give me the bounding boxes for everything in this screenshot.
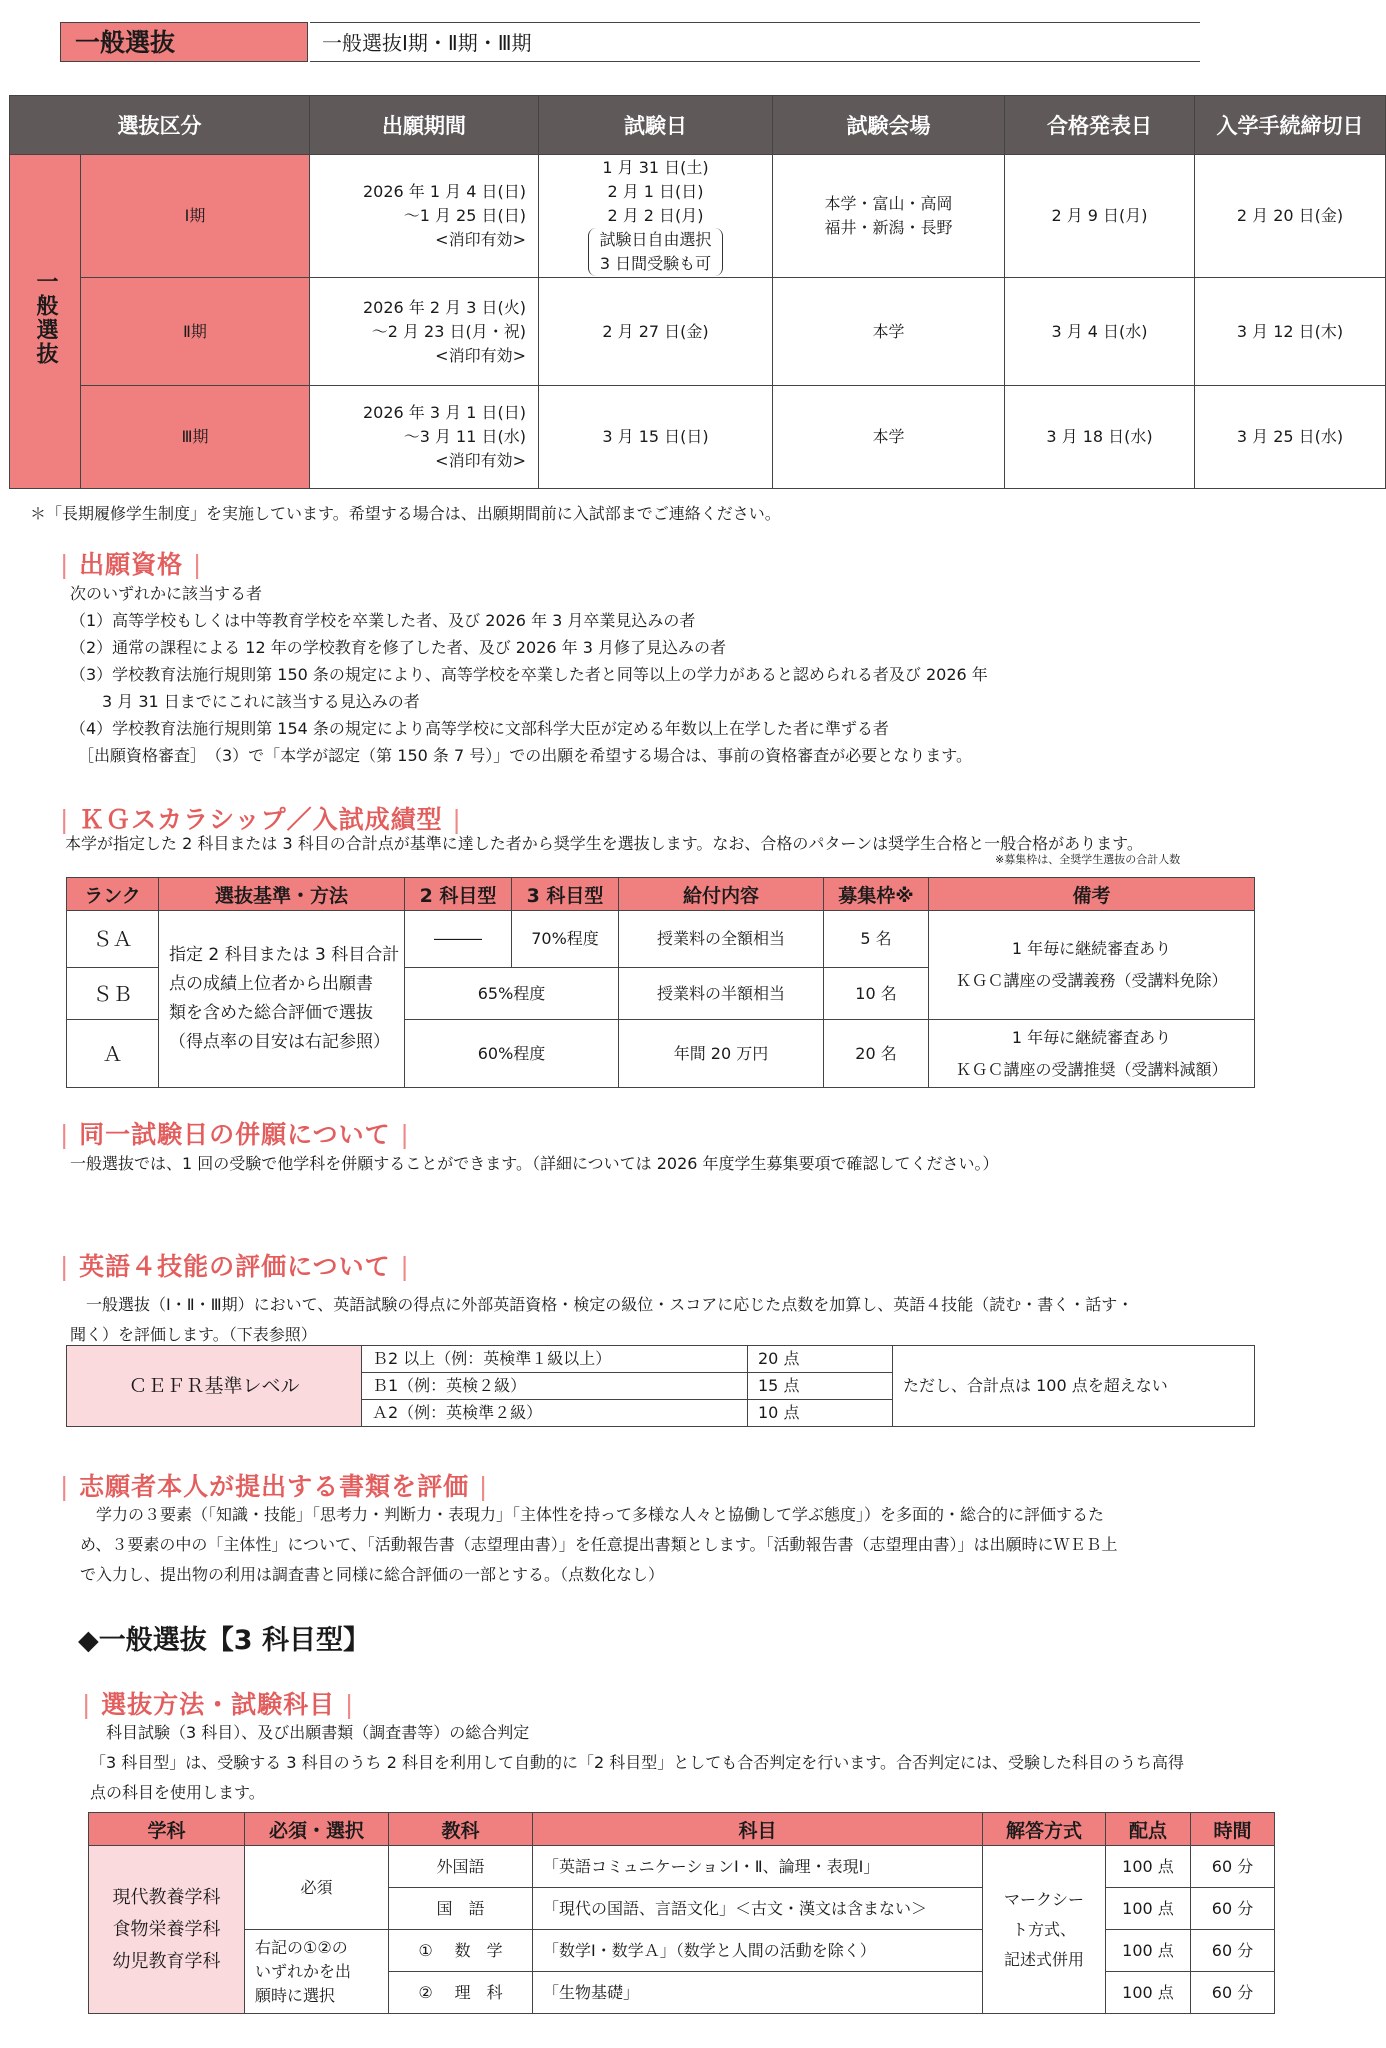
- quota-cell: 10 名: [824, 968, 929, 1020]
- header-cell: 給付内容: [619, 878, 824, 911]
- english-text: 一般選抜（Ⅰ・Ⅱ・Ⅲ期）において、英語試験の得点に外部英語資格・検定の級位・スコアに応じた点数を加算し、英語４技能（読む・書く・話す・ 聞く）を評価します。（下表参照）: [70, 1295, 1134, 1344]
- header-cell: 試験会場: [773, 96, 1005, 155]
- time-cell: 60 分: [1191, 1930, 1275, 1972]
- deadline-cell: 2 月 20 日(金): [1195, 155, 1386, 278]
- schedule-row: [10, 155, 1386, 278]
- scholarship-title: | ＫＧスカラシップ／入試成績型 |: [60, 805, 462, 834]
- apply-period-cell: 2026 年 2 月 3 日(火) ～2 月 23 日(月・祝) <消印有効>: [310, 278, 539, 386]
- subject-cell: 「生物基礎」: [533, 1972, 983, 2014]
- subject-cell: 「現代の国語、言語文化」＜古文・漢文は含まない＞: [533, 1888, 983, 1930]
- three-subject-text: 科目試験（3 科目）、及び出願書類（調査書等）の総合判定 「3 科目型」は、受験する 3 科目のうち 2 科目を利用して自動的に「2 科目型」としても合否判定を行います。合否判定には、受験した科目のうち高得 点の科目を使用します。: [90, 1723, 1184, 1802]
- venue-cell: 本学: [773, 278, 1005, 386]
- venue-cell: 本学: [773, 386, 1005, 489]
- apply-end: ～1 月 25 日(日): [403, 206, 526, 225]
- apply-period-cell: [310, 155, 539, 278]
- points-cell: 100 点: [1106, 1888, 1191, 1930]
- header-cell: 3 科目型: [512, 878, 619, 911]
- header-cell: 解答方式: [983, 1813, 1106, 1846]
- remark-cell: 1 年毎に継続審査あり ＫＧＣ講座の受講推奨（受講料減額）: [929, 1020, 1255, 1088]
- quota-cell: 5 名: [824, 911, 929, 968]
- header-cell: 合格発表日: [1005, 96, 1195, 155]
- section-badge: 一般選抜: [60, 22, 308, 62]
- exam-date: 2 月 2 日(月): [607, 206, 704, 225]
- schedule-row: [10, 278, 1386, 386]
- points-cell: 100 点: [1106, 1846, 1191, 1888]
- result-cell: 3 月 18 日(水): [1005, 386, 1195, 489]
- method-cell: 指定 2 科目または 3 科目合計 点の成績上位者から出願書 類を含めた総合評価で選抜 （得点率の目安は右記参照）: [159, 911, 405, 1088]
- header-cell: 2 科目型: [405, 878, 512, 911]
- rate-cell: 60%程度: [405, 1020, 619, 1088]
- header-cell: 配点: [1106, 1813, 1191, 1846]
- english-title: | 英語４技能の評価について |: [60, 1252, 410, 1281]
- eligibility-title: | 出願資格 |: [60, 550, 203, 579]
- exam-note: 試験日自由選択 3 日間受験も可: [588, 228, 722, 276]
- benefit-cell: 授業料の半額相当: [619, 968, 824, 1020]
- exam-date-cell: 3 月 15 日(日): [539, 386, 773, 489]
- header-cell: 選抜区分: [10, 96, 310, 155]
- department-cell: 現代教養学科 食物栄養学科 幼児教育学科: [89, 1846, 245, 2014]
- three-subject-subtitle: | 選抜方法・試験科目 |: [82, 1690, 355, 1719]
- result-cell: 3 月 4 日(水): [1005, 278, 1195, 386]
- subject-area-cell: 国 語: [389, 1888, 533, 1930]
- required-cell: 必須: [245, 1846, 389, 1930]
- apply-start: 2026 年 1 月 4 日(日): [363, 182, 526, 201]
- cefr-note: ただし、合計点は 100 点を超えない: [893, 1346, 1255, 1427]
- cefr-level: Ｂ2 以上（例：英検準１級以上）: [362, 1346, 748, 1373]
- cefr-points: 15 点: [748, 1373, 893, 1400]
- apply-note: <消印有効>: [435, 230, 526, 249]
- schedule-row: [10, 386, 1386, 489]
- header-cell: 学科: [89, 1813, 245, 1846]
- time-cell: 60 分: [1191, 1888, 1275, 1930]
- choice-cell: 右記の①②の いずれかを出 願時に選択: [245, 1930, 389, 2014]
- deadline-cell: 3 月 25 日(水): [1195, 386, 1386, 489]
- header-cell: 備考: [929, 878, 1255, 911]
- points-cell: 100 点: [1106, 1972, 1191, 2014]
- venue-cell: 本学・富山・高岡 福井・新潟・長野: [773, 155, 1005, 278]
- rate-cell: 65%程度: [405, 968, 619, 1020]
- header-cell: 募集枠※: [824, 878, 929, 911]
- three-subject-heading: ◆一般選抜【3 科目型】: [78, 1625, 370, 1656]
- subject-area-cell: ① 数 学: [389, 1930, 533, 1972]
- header-cell: 時間: [1191, 1813, 1275, 1846]
- period-cell: Ⅰ期: [81, 155, 310, 278]
- remark-cell: 1 年毎に継続審査あり ＫＧＣ講座の受講義務（受講料免除）: [929, 911, 1255, 1020]
- time-cell: 60 分: [1191, 1972, 1275, 2014]
- header-cell: 教科: [389, 1813, 533, 1846]
- exam-date-cell: 2 月 27 日(金): [539, 278, 773, 386]
- quota-cell: 20 名: [824, 1020, 929, 1088]
- section-subtitle: 一般選抜Ⅰ期・Ⅱ期・Ⅲ期: [310, 22, 1200, 62]
- two-subject-cell: ―――: [405, 911, 512, 968]
- apply-period-cell: 2026 年 3 月 1 日(日) ～3 月 11 日(水) <消印有効>: [310, 386, 539, 489]
- schedule-footnote: ＊「長期履修学生制度」を実施しています。希望する場合は、出願期間前に入試部までご連絡ください。: [30, 504, 781, 523]
- header-cell: 出願期間: [310, 96, 539, 155]
- header-cell: 試験日: [539, 96, 773, 155]
- rank-cell: ＳＢ: [67, 968, 159, 1020]
- three-subject-cell: 70%程度: [512, 911, 619, 968]
- three-subject-table: [88, 1812, 1275, 2014]
- answer-format-cell: マークシー ト方式、 記述式併用: [983, 1846, 1106, 2014]
- cefr-points: 20 点: [748, 1346, 893, 1373]
- period-cell: Ⅲ期: [81, 386, 310, 489]
- exam-date: 2 月 1 日(日): [607, 182, 704, 201]
- concurrent-text: 一般選抜では、1 回の受験で他学科を併願することができます。（詳細については 2026 年度学生募集要項で確認してください。）: [70, 1154, 999, 1173]
- deadline-cell: 3 月 12 日(木): [1195, 278, 1386, 386]
- header-cell: 必須・選択: [245, 1813, 389, 1846]
- rank-cell: Ａ: [67, 1020, 159, 1088]
- points-cell: 100 点: [1106, 1930, 1191, 1972]
- header-cell: 選抜基準・方法: [159, 878, 405, 911]
- documents-title: | 志願者本人が提出する書類を評価 |: [60, 1472, 489, 1501]
- exam-date-cell: [539, 155, 773, 278]
- documents-text: 学力の３要素（「知識・技能」「思考力・判断力・表現力」「主体性を持って多様な人々と協働して学ぶ態度」）を多面的・総合的に評価するた め、３要素の中の「主体性」について、「活動報告書（志望理由書）」を任意提出書類とします。「活動報告書（志望理由書）」は出願時にＷＥＢ上 で入力し、提出物の利用は調査書と同様に総合評価の一部とする。（点数化なし）: [80, 1505, 1118, 1584]
- cefr-level: Ａ2（例：英検準２級）: [362, 1400, 748, 1427]
- scholarship-intro: 本学が指定した 2 科目または 3 科目の合計点が基準に達した者から奨学生を選抜します。なお、合格のパターンは奨学生合格と一般合格があります。: [65, 834, 1143, 853]
- eligibility-text: 次のいずれかに該当する者 （1）高等学校もしくは中等教育学校を卒業した者、及び 2026 年 3 月卒業見込みの者 （2）通常の課程による 12 年の学校教育を修了した者、及び 2026 年 3 月修了見込みの者 （3）学校教育法施行規則第 150 条の規定により、高等学校を卒業した者と同等以上の学力があると認められる者及び 2026 年 3 月 31 日までにこれに該当する見込みの者 （4）学校教育法施行規則第 154 条の規定により高等学校に文部科学大臣が定める年数以上在学した者に準ずる者 ［出願資格審査］ （3）で「本学が認定（第 150 条 7 号）」での出願を希望する場合は、事前の資格審査が必要となります。: [70, 584, 988, 765]
- subject-cell: 「英語コミュニケーションⅠ・Ⅱ、論理・表現Ⅰ」: [533, 1846, 983, 1888]
- period-cell: Ⅱ期: [81, 278, 310, 386]
- result-cell: 2 月 9 日(月): [1005, 155, 1195, 278]
- cefr-points: 10 点: [748, 1400, 893, 1427]
- subject-area-cell: ② 理 科: [389, 1972, 533, 2014]
- rank-cell: ＳＡ: [67, 911, 159, 968]
- benefit-cell: 年間 20 万円: [619, 1020, 824, 1088]
- schedule-header-row: [10, 96, 1386, 155]
- exam-date: 1 月 31 日(土): [602, 158, 709, 177]
- scholarship-table: [66, 877, 1255, 1088]
- group-label-cell: [10, 155, 81, 489]
- concurrent-title: | 同一試験日の併願について |: [60, 1120, 410, 1149]
- header-cell: ランク: [67, 878, 159, 911]
- header-cell: 入学手続締切日: [1195, 96, 1386, 155]
- schedule-table: [9, 95, 1386, 489]
- cefr-table: [66, 1345, 1255, 1427]
- benefit-cell: 授業料の全額相当: [619, 911, 824, 968]
- scholarship-note: ※募集枠は、全奨学生選抜の合計人数: [995, 853, 1181, 866]
- time-cell: 60 分: [1191, 1846, 1275, 1888]
- cefr-label: ＣＥＦＲ基準レベル: [67, 1346, 362, 1427]
- subject-cell: 「数学Ⅰ・数学Ａ」（数学と人間の活動を除く）: [533, 1930, 983, 1972]
- subject-area-cell: 外国語: [389, 1846, 533, 1888]
- cefr-level: Ｂ1（例：英検２級）: [362, 1373, 748, 1400]
- header-cell: 科目: [533, 1813, 983, 1846]
- group-label: 一般選抜: [33, 270, 58, 366]
